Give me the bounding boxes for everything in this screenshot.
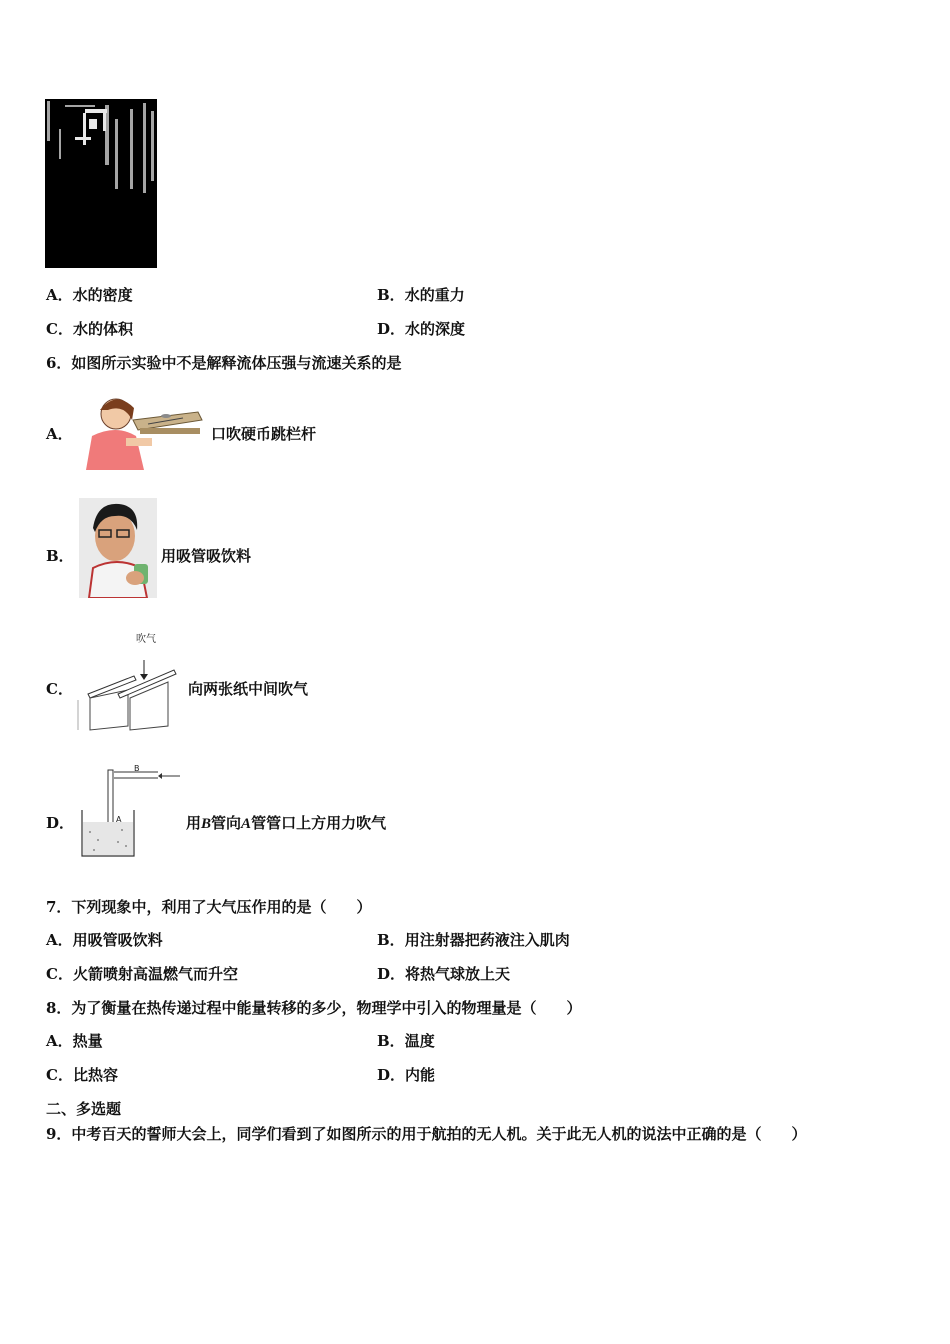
- option-letter: C．: [46, 320, 73, 338]
- q6-option-a-text: 口吹硬币跳栏杆: [211, 425, 317, 443]
- q8-option-b[interactable]: [377, 1031, 435, 1051]
- q5-option-b[interactable]: [377, 285, 465, 305]
- q8-option-a[interactable]: [46, 1031, 103, 1051]
- q6-option-d-figure: [78, 760, 184, 860]
- q7-option-d[interactable]: [377, 964, 510, 984]
- figure-label-a: A: [116, 815, 122, 824]
- option-text: 水的密度: [72, 286, 133, 304]
- text-part: 用: [186, 814, 202, 832]
- option-letter: B．: [377, 286, 405, 304]
- option-letter: C．: [46, 965, 73, 983]
- q6-option-c-letter[interactable]: C．: [46, 680, 73, 698]
- q6-option-a-figure: [78, 390, 206, 470]
- text-part: 管向: [211, 814, 242, 832]
- text-part: 管管口上方用力吹气: [251, 814, 387, 832]
- option-letter: A．: [46, 286, 73, 304]
- q5-option-a[interactable]: [46, 285, 133, 305]
- q6-option-a-letter[interactable]: A．: [46, 425, 73, 443]
- option-letter: A．: [46, 1032, 73, 1050]
- option-text: 水的体积: [72, 320, 133, 338]
- option-text: 将热气球放上天: [405, 965, 511, 983]
- q6-stem: 6．如图所示实验中不是解释流体压强与流速关系的是: [46, 354, 402, 372]
- figure-label-blow: 吹气: [136, 634, 156, 645]
- q6-option-b-letter[interactable]: B．: [46, 547, 74, 565]
- q7-option-a[interactable]: [46, 930, 163, 950]
- section-title: 二、多选题: [46, 1100, 122, 1118]
- q5-figure: [45, 99, 157, 268]
- q6-option-b-text: 用吸管吸饮料: [161, 547, 252, 565]
- option-letter: A．: [46, 931, 73, 949]
- option-text: 比热容: [72, 1066, 118, 1084]
- q7-option-b[interactable]: [377, 930, 570, 950]
- option-text: 水的深度: [405, 320, 466, 338]
- q7-option-c[interactable]: [46, 964, 238, 984]
- option-letter: D．: [377, 965, 406, 983]
- q7-stem: 7．下列现象中，利用了大气压作用的是（ ）: [46, 898, 372, 916]
- q6-option-d-letter[interactable]: D．: [46, 814, 75, 832]
- option-letter: B．: [377, 931, 405, 949]
- option-text: 用吸管吸饮料: [72, 931, 163, 949]
- q6-option-b-figure: [79, 498, 157, 598]
- q8-option-c[interactable]: [46, 1065, 118, 1085]
- option-letter: D．: [377, 320, 406, 338]
- variable-b: B: [201, 816, 212, 832]
- option-letter: B．: [377, 1032, 405, 1050]
- q8-option-d[interactable]: [377, 1065, 435, 1085]
- q6-option-c-figure: [74, 630, 184, 734]
- option-text: 温度: [404, 1032, 435, 1050]
- q6-option-c-text: 向两张纸中间吹气: [188, 680, 309, 698]
- option-text: 水的重力: [404, 286, 465, 304]
- q5-option-c[interactable]: [46, 319, 133, 339]
- q5-option-d[interactable]: [377, 319, 465, 339]
- option-letter: D．: [377, 1066, 406, 1084]
- option-text: 内能: [405, 1066, 436, 1084]
- q9-stem: 9．中考百天的誓师大会上，同学们看到了如图所示的用于航拍的无人机。关于此无人机的说法中正确的是（ ）: [46, 1125, 807, 1143]
- option-text: 热量: [72, 1032, 103, 1050]
- option-text: 用注射器把药液注入肌肉: [404, 931, 570, 949]
- figure-label-b: B: [134, 764, 140, 773]
- option-letter: C．: [46, 1066, 73, 1084]
- option-text: 火箭喷射高温燃气而升空: [72, 965, 238, 983]
- variable-a: A: [241, 816, 252, 832]
- q6-option-d-text: [186, 813, 386, 834]
- q8-stem: 8．为了衡量在热传递过程中能量转移的多少，物理学中引入的物理量是（ ）: [46, 999, 582, 1017]
